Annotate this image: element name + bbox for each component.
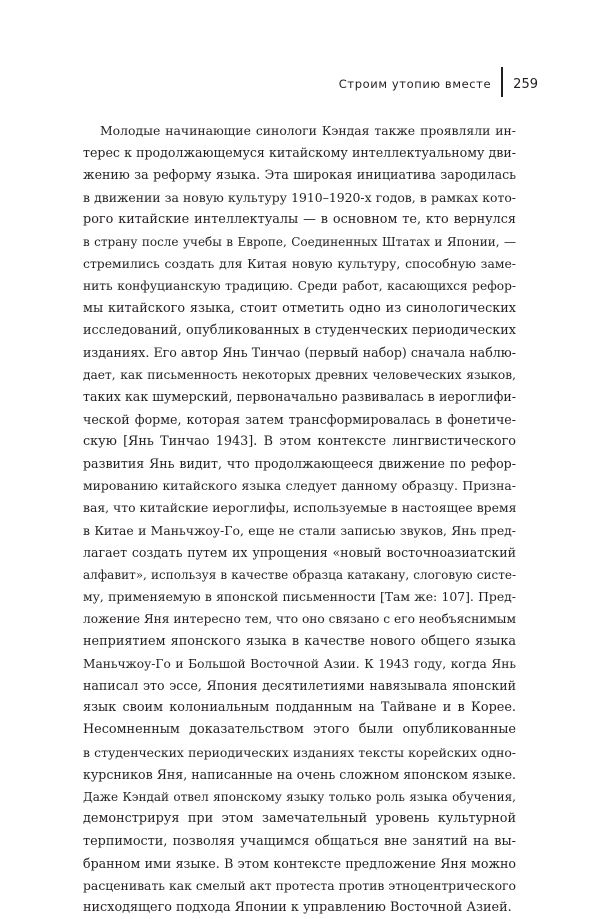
text-line: мированию китайского языка следует данному образцу. Призна- (83, 478, 516, 494)
text-line: демонстрируя при этом замечательный уровень культурной (83, 811, 516, 827)
text-line: скую [Янь Тинчао 1943]. В этом контексте лингвистического (83, 433, 516, 449)
text-line: дает, как письменность некоторых древних человеческих языков, (83, 368, 516, 383)
text-line: Несомненным доказательством этого были опубликованные (83, 722, 516, 738)
text-line: нить конфуцианскую традицию. Среди работ, касающихся рефор- (83, 279, 516, 294)
text-line: вая, что китайские иероглифы, используемые в настоящее время (83, 500, 517, 516)
text-line: неприятием японского языка в качестве нового общего языка (83, 633, 516, 649)
text-line: Маньчжоу-Го и Большой Восточной Азии. К 1943 году, когда Янь (83, 656, 516, 671)
text-line: Даже Кэндай отвел японскому языку только роль языка обучения, (83, 790, 516, 805)
body-paragraph (83, 120, 516, 919)
text-line: мы китайского языка, стоит отметить одно из синологических (83, 300, 516, 316)
text-line: расценивать как смелый акт протеста против этноцентрического (83, 877, 516, 893)
text-line: бранном ими языке. В этом контексте предложение Яня можно (83, 855, 516, 871)
text-line: изданиях. Его автор Янь Тинчао (первый набор) сначала наблю- (83, 345, 516, 361)
text-line: исследований, опубликованных в студенческих периодических (83, 322, 516, 338)
text-line: развития Янь видит, что продолжающееся движение по рефор- (83, 456, 516, 472)
text-line: в Китае и Маньчжоу-Го, еще не стали записью звуков, Янь пред- (83, 522, 516, 538)
text-line: написал это эссе, Япония десятилетиями навязывала японский (83, 678, 516, 694)
text-line: курсников Яня, написанные на очень сложном японском языке. (83, 766, 517, 782)
text-line: терпимости, позволяя учащимся общаться вне занятий на вы- (83, 833, 516, 849)
text-line: в движении за новую культуру 1910–1920-х годов, в рамках кото- (83, 189, 516, 205)
running-title: Строим утопию вместе (338, 77, 492, 91)
text-line: ложение Яня интересно тем, что оно связано с его необъяснимым (83, 612, 516, 627)
text-line: жению за реформу языка. Эта широкая инициатива зародилась (83, 167, 516, 183)
text-line: нисходящего подхода Японии к управлению Восточной Азией. (83, 900, 512, 916)
text-line: в студенческих периодических изданиях тексты корейских одно- (83, 744, 516, 760)
text-line: таких как шумерский, первоначально развивалась в иероглифи- (83, 389, 516, 405)
text-line: в страну после учебы в Европе, Соединенных Штатах и Японии, — (83, 235, 516, 250)
text-line: му, применяемую в японской письменности [Там же: 107]. Пред- (83, 589, 516, 605)
text-line: терес к продолжающемуся китайскому интеллектуальному дви- (83, 145, 516, 161)
text-line: лагает создать путем их упрощения «новый восточноазиатский (83, 544, 516, 560)
running-head (339, 74, 538, 94)
text-line: алфавит», используя в качестве образца катакану, слоговую систе- (83, 568, 516, 583)
text-line: стремились создать для Китая новую культуру, способную заме- (83, 256, 516, 272)
page-number: 259 (513, 76, 538, 92)
text-line: ческой форме, которая затем трансформировалась в фонетиче- (83, 411, 516, 427)
text-line: рого китайские интеллектуалы — в основном те, кто вернулся (83, 211, 516, 227)
text-line: Молодые начинающие синологи Кэндая также проявляли ин- (100, 123, 516, 138)
text-line: язык своим колониальным подданным на Тайване и в Корее. (83, 700, 516, 716)
